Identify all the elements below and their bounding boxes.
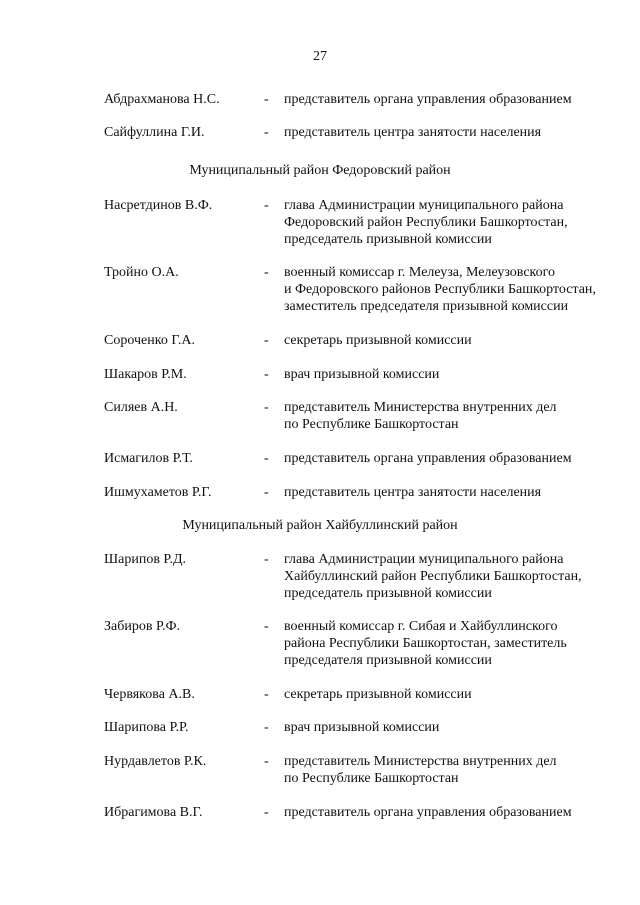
member-role [284,399,557,433]
role-line: и Федоровского районов Республики Башкортостан, [284,282,596,297]
role-line: представитель центра занятости населения [284,485,542,500]
role-line: председателя призывной комиссии [284,653,492,668]
dash-separator: - [264,619,269,634]
role-line: секретарь призывной комиссии [284,687,472,702]
dash-separator: - [264,805,269,820]
member-name: Червякова А.В. [104,687,195,702]
dash-separator: - [264,687,269,702]
section-heading: Муниципальный район Хайбуллинский район [182,518,458,533]
member-name: Забиров Р.Ф. [104,619,181,634]
member-role [284,197,568,248]
dash-separator: - [264,125,269,140]
role-line: по Республике Башкортостан [284,771,459,786]
role-line: секретарь призывной комиссии [284,333,472,348]
member-name: Нурдавлетов Р.К. [104,754,207,769]
dash-separator: - [264,400,269,415]
role-line: представитель Министерства внутренних дел [284,400,557,415]
role-line: председатель призывной комиссии [284,232,492,247]
dash-separator: - [264,92,269,107]
member-name: Абдрахманова Н.С. [104,92,220,107]
member-role [284,450,572,467]
member-name: Шарипов Р.Д. [104,552,187,567]
role-line: военный комиссар г. Мелеуза, Мелеузовского [284,265,556,280]
member-name: Сайфуллина Г.И. [104,125,205,140]
member-role [284,91,572,108]
role-line: представитель органа управления образованием [284,451,572,466]
dash-separator: - [264,552,269,567]
member-name: Сороченко Г.А. [104,333,195,348]
dash-separator: - [264,720,269,735]
role-line: глава Администрации муниципального района [284,552,564,567]
member-role [284,551,582,602]
member-name: Силяев А.Н. [104,400,178,415]
dash-separator: - [264,451,269,466]
role-line: глава Администрации муниципального района [284,198,564,213]
role-line: по Республике Башкортостан [284,417,459,432]
dash-separator: - [264,198,269,213]
role-line: представитель органа управления образованием [284,805,572,820]
role-line: председатель призывной комиссии [284,586,492,601]
role-line: врач призывной комиссии [284,367,440,382]
role-line: врач призывной комиссии [284,720,440,735]
member-role [284,264,596,315]
member-name: Тройно О.А. [104,265,179,280]
member-role [284,484,541,501]
member-role [284,618,567,669]
role-line: представитель центра занятости населения [284,125,542,140]
role-line: заместитель председателя призывной комиссии [284,299,569,314]
role-line: военный комиссар г. Сибая и Хайбуллинского [284,619,558,634]
member-role [284,332,472,349]
page-number: 27 [313,49,327,64]
member-role [284,124,541,141]
dash-separator: - [264,367,269,382]
member-role [284,366,439,383]
dash-separator: - [264,333,269,348]
member-role [284,804,572,821]
dash-separator: - [264,265,269,280]
role-line: представитель органа управления образованием [284,92,572,107]
dash-separator: - [264,754,269,769]
member-name: Шарипова Р.Р. [104,720,189,735]
member-role [284,686,472,703]
member-name: Насретдинов В.Ф. [104,198,213,213]
role-line: представитель Министерства внутренних дел [284,754,557,769]
role-line: Федоровский район Республики Башкортостан, [284,215,568,230]
member-name: Исмагилов Р.Т. [104,451,193,466]
member-role [284,753,557,787]
role-line: Хайбуллинский район Республики Башкортостан, [284,569,582,584]
member-name: Ибрагимова В.Г. [104,805,203,820]
role-line: района Республики Башкортостан, заместитель [284,636,567,651]
dash-separator: - [264,485,269,500]
section-heading: Муниципальный район Федоровский район [189,163,451,178]
member-name: Ишмухаметов Р.Г. [104,485,212,500]
member-name: Шакаров Р.М. [104,367,187,382]
member-role [284,719,439,736]
